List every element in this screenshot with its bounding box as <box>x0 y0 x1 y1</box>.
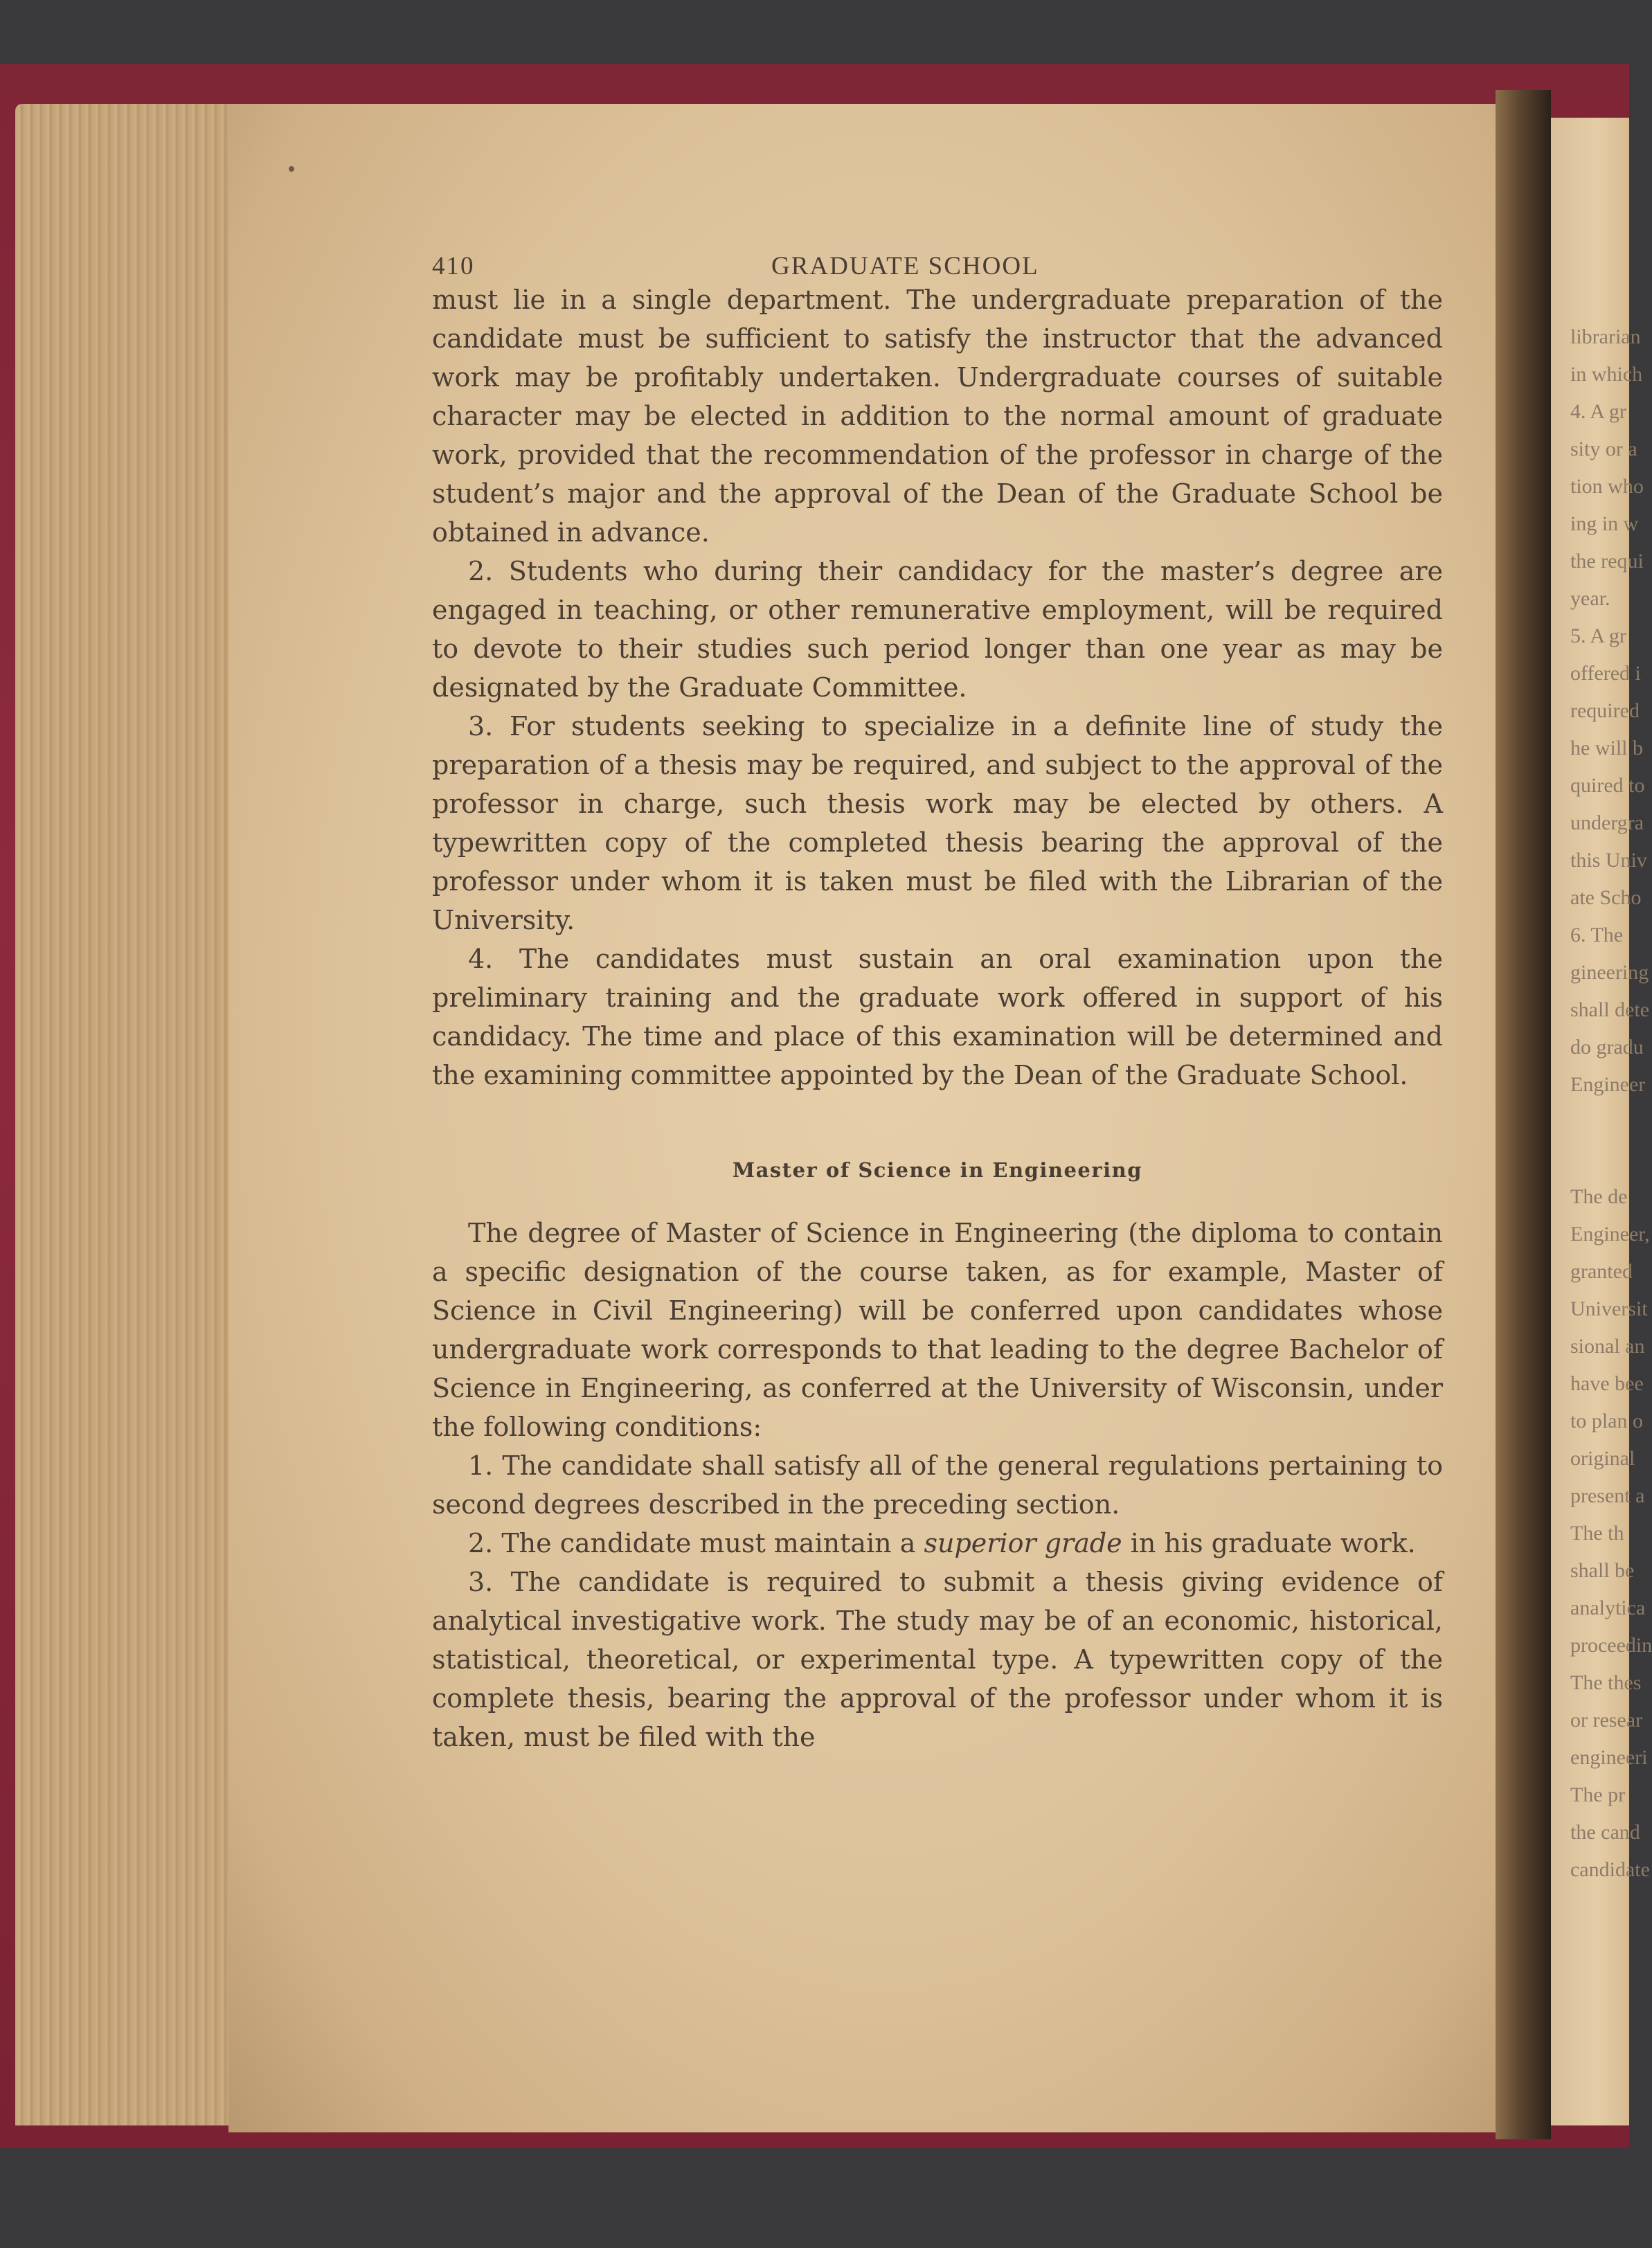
running-head <box>432 246 1443 280</box>
facing-page-fragment: the cand <box>1570 1821 1640 1844</box>
page-number: 410 <box>432 252 475 280</box>
facing-page-fragment: original <box>1570 1447 1635 1470</box>
facing-page-fragment: engineeri <box>1570 1746 1648 1769</box>
facing-page-fragment: The pr <box>1570 1783 1626 1806</box>
condition-2-text-start: 2. The candidate must maintain a <box>468 1528 924 1558</box>
facing-page-fragment: tion who <box>1570 475 1644 498</box>
paragraph-condition-2 <box>432 1524 1443 1563</box>
paragraph-rule-2: 2. Students who during their candidacy for the master’s degree are engaged in teaching, or other remunerative employment, will be required to devote to their studies such period longer than one year as may be designated by the Graduate Committee. <box>432 556 1443 703</box>
body-text <box>432 280 1443 1756</box>
condition-2-emphasis: superior grade <box>924 1528 1122 1558</box>
facing-page-fragment: candidate <box>1570 1858 1650 1881</box>
facing-page-fragment: he will b <box>1570 737 1643 759</box>
paragraph-rule-4: 4. The candidates must sustain an oral examination upon the preliminary training and the graduate work offered in support of his candidacy. The time and place of this examination will be determined and the examining committee appointed by the Dean of the Graduate School. <box>432 944 1443 1090</box>
facing-page-fragment: year. <box>1570 587 1610 610</box>
facing-page-fragment: to plan o <box>1570 1410 1643 1432</box>
facing-page-fragment: The thes <box>1570 1671 1642 1694</box>
page-content <box>432 246 1443 1756</box>
facing-page-fragment: Universit <box>1570 1297 1648 1320</box>
facing-page-fragment: Engineer, <box>1570 1223 1650 1246</box>
condition-2-text-end: in his graduate work. <box>1122 1528 1416 1558</box>
paragraph-rule-3: 3. For students seeking to specialize in a definite line of study the preparation of a thesis may be required, and subject to the approval of the professor in charge, such thesis work may be elected by others. A typewritten copy of the completed thesis bearing the approval of the professor under whom it is taken must be filed with the Librarian of the University. <box>432 711 1443 935</box>
paragraph-condition-1: 1. The candidate shall satisfy all of the general regulations pertaining to second degrees described in the preceding section. <box>432 1450 1443 1520</box>
facing-page-fragment: present a <box>1570 1484 1645 1507</box>
facing-page-fragment: The de <box>1570 1185 1628 1208</box>
paragraph-degree-intro: The degree of Master of Science in Engineering (the diploma to contain a specific designation of the course taken, as for example, Master of Science in Civil Engineering) will be conferred upon candidates whose undergraduate work corresponds to that leading to the degree Bachelor of Science in Engineering, as conferred at the University of Wisconsin, under the following conditions: <box>432 1218 1443 1442</box>
page-edges <box>15 104 258 2125</box>
facing-page-fragment: in which <box>1570 363 1643 386</box>
facing-page-fragment: librarian <box>1570 325 1641 348</box>
facing-page-fragment: 4. A gr <box>1570 400 1626 423</box>
book-gutter <box>1496 90 1551 2139</box>
facing-page-fragment: do gradu <box>1570 1036 1644 1059</box>
facing-page-fragment: 5. A gr <box>1570 624 1626 647</box>
facing-page-fragment: sional an <box>1570 1335 1645 1358</box>
facing-page-fragment: have bee <box>1570 1372 1644 1395</box>
facing-page-fragment <box>1570 1104 1633 1141</box>
facing-page-fragment: the requi <box>1570 550 1644 573</box>
paragraph-continuation: must lie in a single department. The undergraduate preparation of the candidate must be sufficient to satisfy the instructor that the advanced work may be profitably undertaken. Undergraduate courses of suitable character may be elected in addition to the normal amount of graduate work, provided that the recommendation of the professor in charge of the student’s major and the approval of the Dean of the Graduate School be obtained in advance. <box>432 285 1443 548</box>
facing-page-fragment: shall dete <box>1570 998 1650 1021</box>
facing-page-fragment: Engineer <box>1570 1073 1646 1096</box>
facing-page-fragment: quired to <box>1570 774 1645 797</box>
facing-page-fragment: ate Scho <box>1570 886 1642 909</box>
paragraph-condition-3: 3. The candidate is required to submit a thesis giving evidence of analytical investigative work. The study may be of an economic, historical, statistical, theoretical, or experimental type. A typewritten copy of the complete thesis, bearing the approval of the professor under whom it is taken, must be filed with the <box>432 1567 1443 1752</box>
facing-page-fragment: this Univ <box>1570 849 1647 872</box>
facing-page-fragment: proceedin <box>1570 1634 1652 1657</box>
facing-page-fragment: granted <box>1570 1260 1633 1283</box>
facing-page-fragment: undergra <box>1570 811 1644 834</box>
speck <box>289 166 294 172</box>
facing-page-fragment: required <box>1570 699 1640 722</box>
facing-page-fragment: The th <box>1570 1522 1624 1545</box>
section-heading: Master of Science in Engineering <box>732 1158 1143 1182</box>
facing-page-text <box>1570 318 1652 1889</box>
facing-page-fragment: analytica <box>1570 1597 1646 1619</box>
facing-page-fragment: 6. The <box>1570 924 1624 946</box>
facing-page-fragment: or resear <box>1570 1709 1643 1732</box>
running-head-title: GRADUATE SCHOOL <box>771 252 1039 280</box>
facing-page-fragment: offered i <box>1570 662 1641 685</box>
facing-page-fragment: sity or a <box>1570 438 1637 460</box>
facing-page-fragment <box>1570 1141 1633 1178</box>
facing-page-fragment: gineering <box>1570 961 1649 984</box>
facing-page-fragment: shall be <box>1570 1559 1635 1582</box>
facing-page-fragment: ing in w <box>1570 512 1639 535</box>
